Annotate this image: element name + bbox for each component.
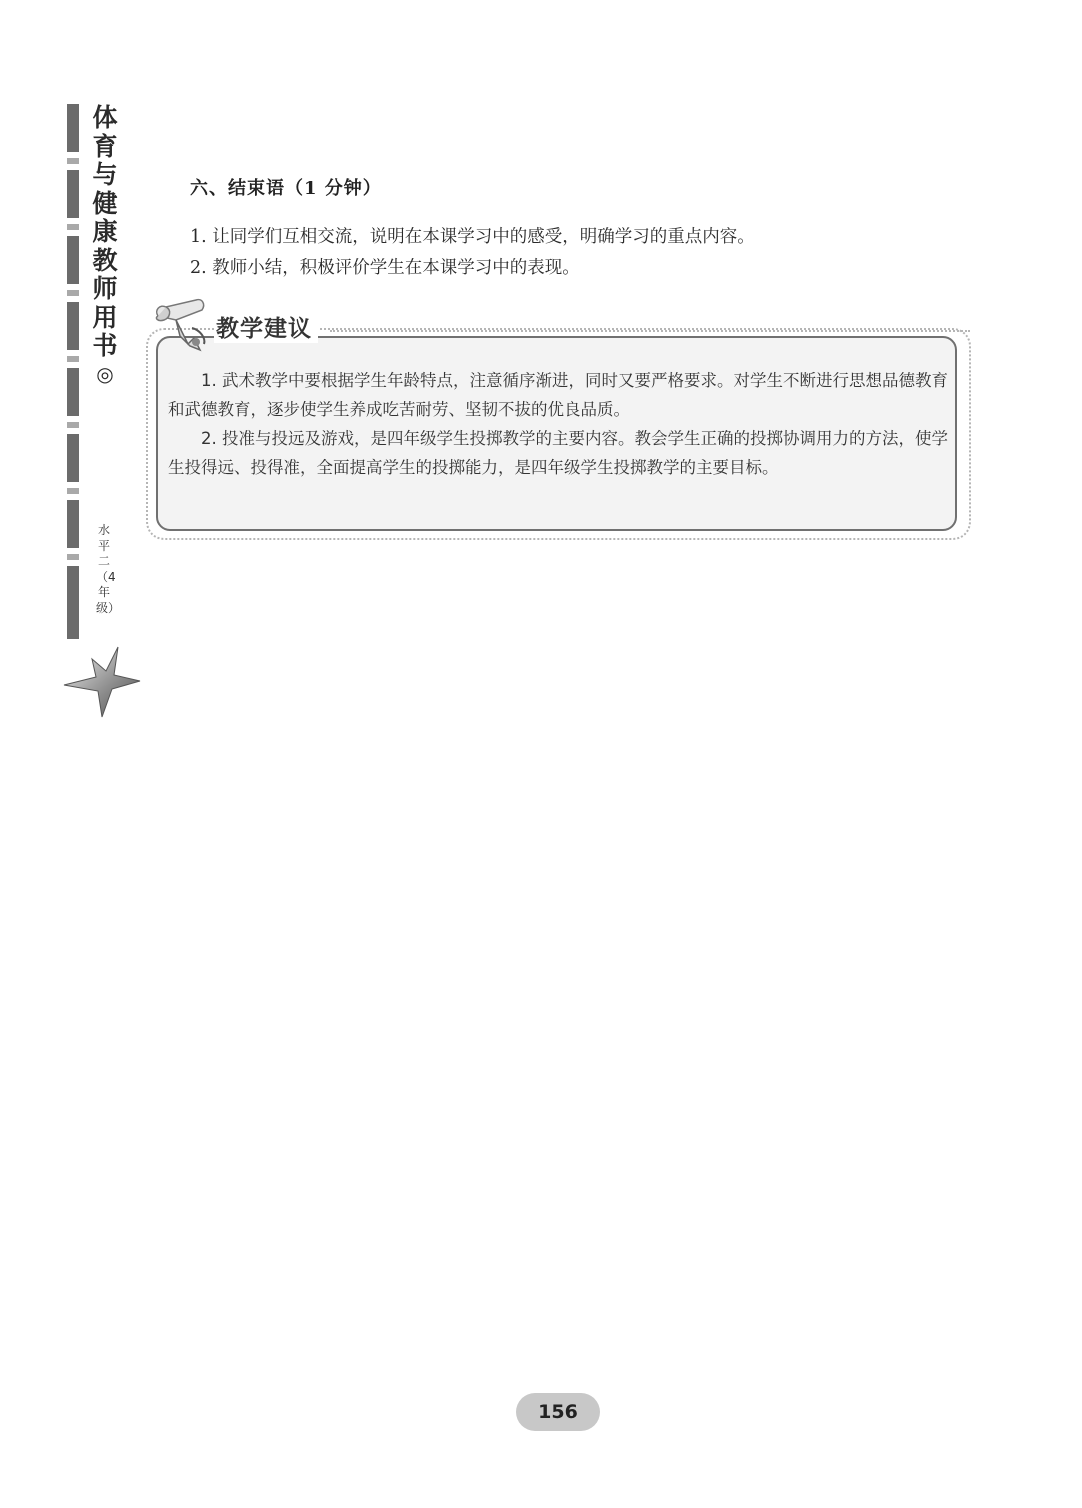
- suggestion-title: 教学建议: [214, 310, 318, 343]
- step-item: 2. 教师小结，积极评价学生在本课学习中的表现。: [190, 258, 580, 278]
- suggestion-paragraph: 2. 投准与投远及游戏，是四年级学生投掷教学的主要内容。教会学生正确的投掷协调用力的方法，使学生投得远、投得准，全面提高学生的投掷能力，是四年级学生投掷教学的主要目标。: [168, 429, 948, 477]
- suggestion-title-rule: [330, 330, 970, 332]
- step-item: 1. 让同学们互相交流，说明在本课学习中的感受，明确学习的重点内容。: [190, 227, 755, 247]
- book-title: [90, 104, 120, 385]
- page-number: 156: [516, 1393, 600, 1431]
- level-label: 水平二（4年级）: [96, 523, 121, 615]
- book-title-mark: ◎: [96, 361, 114, 386]
- step-list: [190, 222, 755, 284]
- suggestion-header: [150, 298, 970, 348]
- star-icon: [62, 645, 142, 721]
- scroll-icon: [150, 298, 220, 358]
- suggestion-paragraph: 1. 武术教学中要根据学生年龄特点，注意循序渐进，同时又要严格要求。对学生不断进行思想品德教育和武德教育，逐步使学生养成吃苦耐劳、坚韧不拔的优良品质。: [168, 371, 948, 419]
- section-heading: 六、结束语（1 分钟）: [190, 178, 382, 199]
- suggestion-text: [168, 366, 950, 482]
- margin-bar: [67, 104, 79, 639]
- book-title-text: 体育与健康教师用书: [92, 103, 118, 360]
